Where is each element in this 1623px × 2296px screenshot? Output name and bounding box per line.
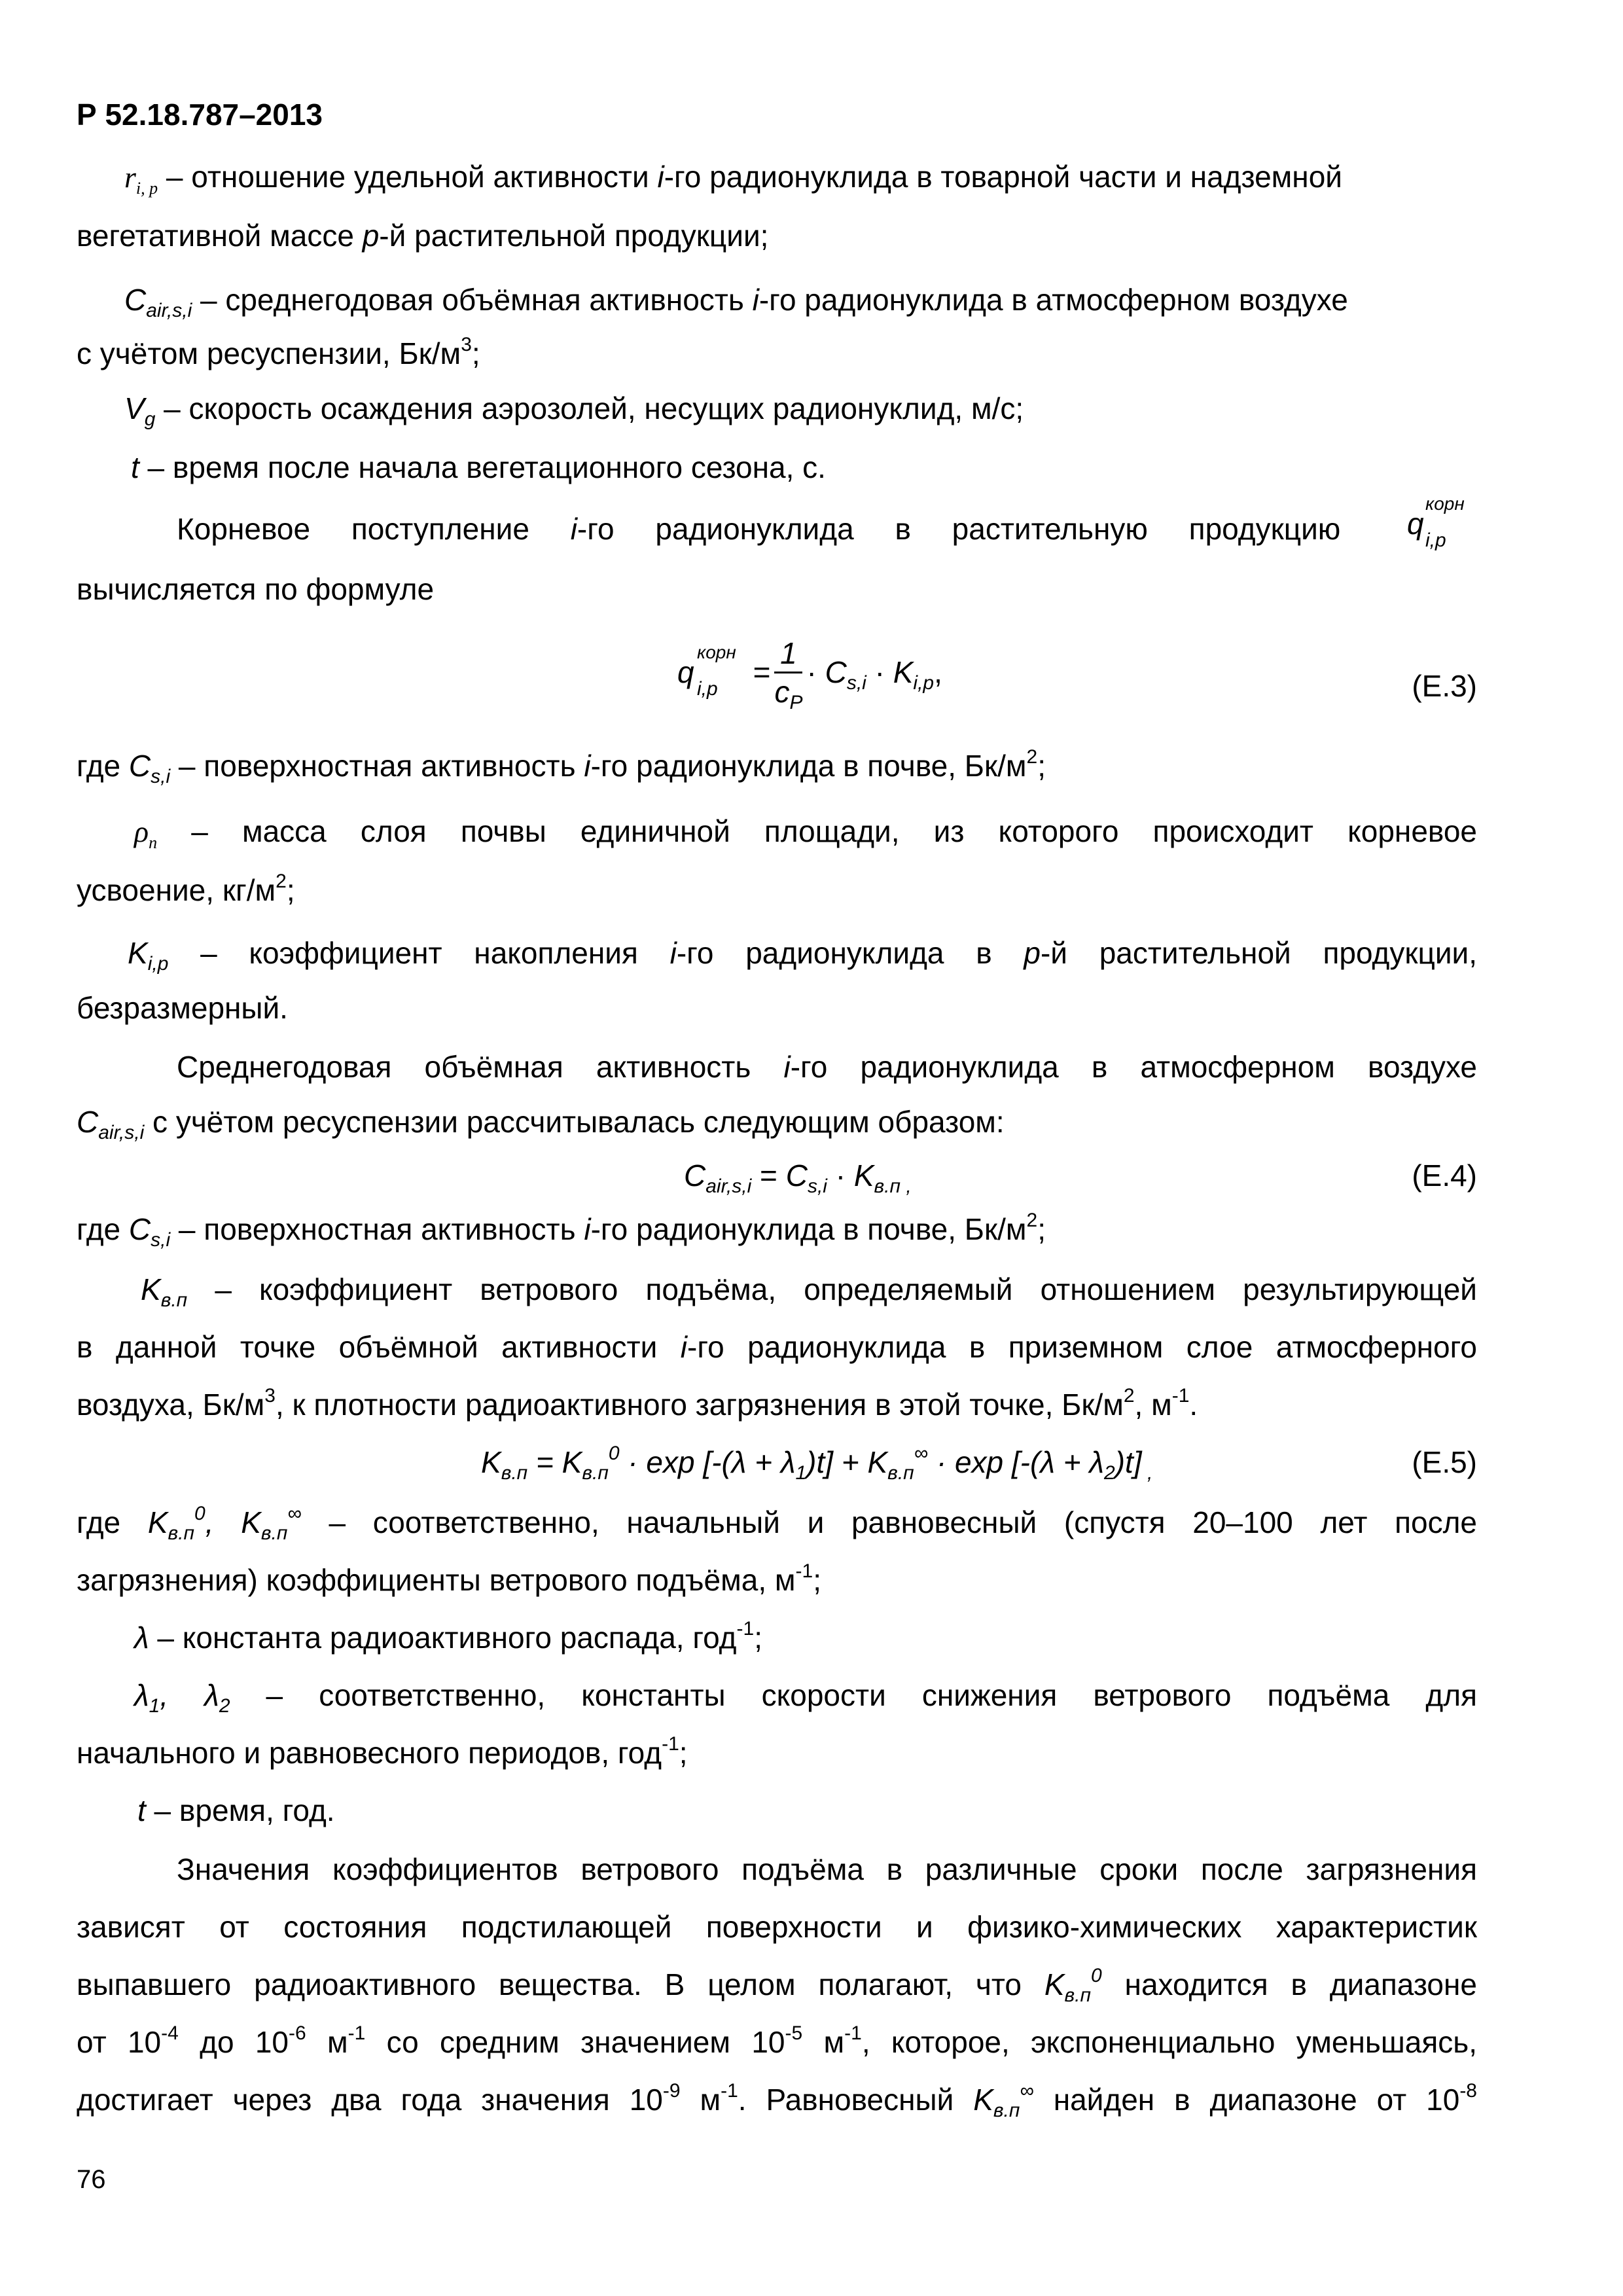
definition-cs-2: где $C_{s,i}$ – поверхностная активность i-го радионуклида в почве, $Бк/м^2$;: [77, 1210, 1046, 1251]
symbol-q-root: q корн i,p: [1407, 493, 1465, 551]
paragraph-c-air: Среднегодовая объёмная активность i-го радионуклида в атмосферном воздухе: [177, 1050, 1478, 1084]
definition-r-cont: вегетативной массе p-й растительной продукции;: [77, 219, 769, 253]
paragraph-values-2: зависят от состояния подстилающей поверхности и физико-химических характеристик: [77, 1910, 1477, 1944]
definition-c-air-cont: с учётом ресуспензии, $Бк/м^3$;: [77, 334, 480, 370]
definition-c-air: $C_{air,s,i}$ – среднегодовая объёмная активность i-го радионуклида в атмосферном воздухе: [124, 283, 1348, 321]
paragraph-values-3: выпавшего радиоактивного вещества. В целом полагают, что $K_{в.п}^0$ находится в диапазоне: [77, 1965, 1477, 2006]
definition-rho-cont: усвоение, $кг/м^2$;: [77, 870, 295, 907]
equation-e4: $C_{air,s,i} = C_{s,i} \cdot K_{в.п ,}$: [684, 1158, 912, 1197]
definition-k-vp0: где $K_{в.п}^0$, $K_{в.п}^\infty$ – соответственно, начальный и равновесный (спустя 20–100 лет после: [77, 1503, 1477, 1544]
definition-lambda: λ – константа радиоактивного распада, год$^{-1}$;: [134, 1618, 762, 1655]
equation-e3-label: (Е.3): [1412, 669, 1477, 703]
definition-rho: $\rho_п$ – масса слоя почвы единичной площади, из которого происходит корневое: [134, 814, 1477, 852]
definition-k-vp: $K_{в.п}$ – коэффициент ветрового подъёма, определяемый отношением результирующей: [141, 1272, 1477, 1311]
equation-e5: $K_{в.п} = K_{в.п}^0 \cdot \exp [-(\lambda + \lambda_1)t] + K_{в.п}^\infty \cdot \exp [-(\lambda + \lambda_2)t]$ $_,$: [481, 1443, 1153, 1484]
definition-k-ip: $K_{i,p}$ – коэффициент накопления i-го радионуклида в p-й растительной продукции,: [128, 936, 1477, 975]
definition-lambda12-cont: начального и равновесного периодов, год$^{-1}$;: [77, 1733, 688, 1770]
paragraph-values-5: достигает через два года значения $10^{-9}$ $м^{-1}$. Равновесный $K_{в.п}^\infty$ найден в диапазоне от $10^{-8}$: [77, 2080, 1477, 2121]
document-number: Р 52.18.787–2013: [77, 98, 323, 132]
definition-r: $r_{i, p}$ – отношение удельной активности i-го радионуклида в товарной части и надземной: [124, 160, 1342, 198]
definition-vg: $V_g$ – скорость осаждения аэрозолей, несущих радионуклид, м/с;: [124, 391, 1024, 430]
definition-k-vp0-cont: загрязнения) коэффициенты ветрового подъёма, $м^{-1}$;: [77, 1560, 821, 1597]
paragraph-root-intake-cont: вычисляется по формуле: [77, 572, 435, 606]
definition-k-ip-cont: безразмерный.: [77, 991, 288, 1025]
definition-t: t – время после начала вегетационного сезона, с.: [131, 450, 826, 484]
definition-t-year: t – время, год.: [137, 1793, 335, 1827]
definition-cs: где $C_{s,i}$ – поверхностная активность i-го радионуклида в почве, $Бк/м^2$;: [77, 746, 1046, 787]
definition-k-vp-cont2: воздуха, $Бк/м^3$, к плотности радиоактивного загрязнения в этой точке, $Бк/м^2$, $м^{-1}$.: [77, 1385, 1198, 1422]
equation-e4-label: (Е.4): [1412, 1158, 1477, 1193]
paragraph-root-intake: Корневое поступление i-го радионуклида в растительную продукцию: [177, 512, 1341, 546]
paragraph-values: Значения коэффициентов ветрового подъёма в различные сроки после загрязнения: [177, 1852, 1477, 1886]
paragraph-c-air-cont: $C_{air,s,i}$ с учётом ресуспензии рассчитывалась следующим образом:: [77, 1105, 1005, 1143]
page-number: 76: [77, 2165, 106, 2194]
equation-e5-label: (Е.5): [1412, 1445, 1477, 1479]
equation-e3: q корн i,p = $\frac{1}{c_P}$ · $C_{s,i} \cdot K_{i,p}$,: [677, 636, 942, 713]
definition-lambda12: $\lambda_1$, $\lambda_2$ – соответственно, константы скорости снижения ветрового подъёма для: [134, 1678, 1477, 1717]
paragraph-values-4: от $10^{-4}$ до $10^{-6}$ $м^{-1}$ со средним значением $10^{-5}$ $м^{-1}$, которое, экспоненциально уменьшаясь,: [77, 2022, 1478, 2059]
definition-k-vp-cont1: в данной точке объёмной активности i-го радионуклида в приземном слое атмосферного: [77, 1330, 1477, 1364]
